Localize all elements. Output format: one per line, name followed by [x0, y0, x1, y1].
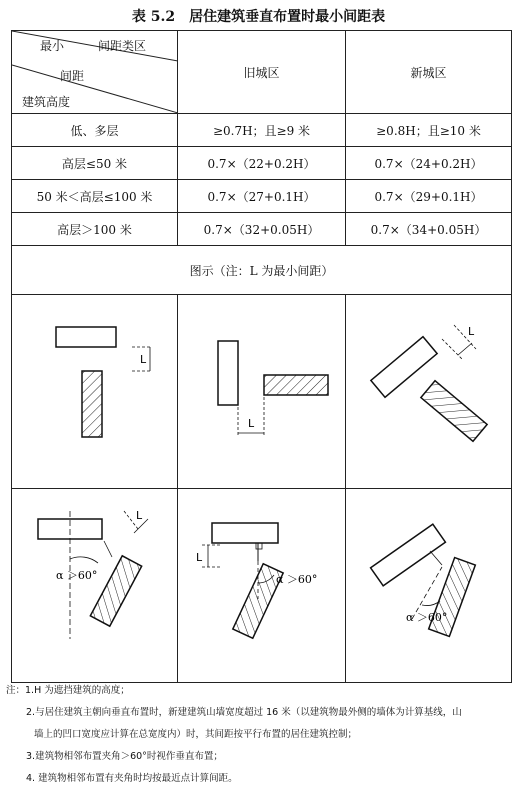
figure-4-diagram — [12, 489, 178, 682]
note-2: 2.与居住建筑主朝向垂直布置时，新建建筑山墙宽度超过 16 米（以建筑物最外侧的墙体为计算基线，山 — [26, 707, 462, 718]
note-1: 注：1.H 为遮挡建筑的高度； — [6, 685, 130, 696]
note-2-continued: 墙上的凹口宽度应计算在总宽度内）时，其间距按平行布置的居住建筑控制； — [34, 729, 358, 740]
L-label: L — [140, 353, 147, 366]
note-3: 3.建筑物相邻布置夹角＞60°时视作垂直布置； — [26, 751, 223, 762]
figure-2-diagram — [178, 295, 346, 488]
corner-label-bottom: 建筑高度 — [22, 95, 71, 109]
angle-label: α ＞60° — [276, 573, 318, 586]
corner-label-top-left: 最小 — [40, 39, 65, 53]
building-rect — [212, 523, 278, 543]
building-rect — [371, 337, 437, 398]
table-row — [12, 114, 512, 147]
row-new-value: 0.7×（24+0.2H） — [346, 147, 512, 180]
row-label: 高层≤50 米 — [12, 147, 178, 180]
figure-1-cell — [12, 295, 178, 489]
row-old-value: 0.7×（27+0.1H） — [178, 180, 346, 213]
table-row — [12, 213, 512, 246]
row-new-value: 0.7×（34+0.05H） — [346, 213, 512, 246]
figure-2-cell — [178, 295, 346, 489]
row-old-value: 0.7×（22+0.2H） — [178, 147, 346, 180]
table-row — [12, 180, 512, 213]
angle-label: α ＞60° — [406, 611, 448, 624]
row-new-value: 0.7×（29+0.1H） — [346, 180, 512, 213]
figure-4-cell — [12, 489, 178, 683]
figure-6-cell — [346, 489, 512, 683]
building-rect — [371, 524, 446, 586]
figure-caption: 图示（注：L 为最小间距） — [12, 246, 512, 295]
table-row — [12, 147, 512, 180]
row-old-value: ≥0.7H；且≥9 米 — [178, 114, 346, 147]
figure-5-diagram — [178, 489, 346, 682]
header-new-city: 新城区 — [346, 31, 512, 114]
row-old-value: 0.7×（32+0.05H） — [178, 213, 346, 246]
corner-header-cell — [12, 31, 178, 114]
corner-label-mid: 间距 — [60, 69, 85, 83]
row-new-value: ≥0.8H；且≥10 米 — [346, 114, 512, 147]
L-label: L — [196, 551, 203, 564]
angle-label: α ＞60° — [56, 569, 98, 582]
row-label: 高层＞100 米 — [12, 213, 178, 246]
row-label: 低、多层 — [12, 114, 178, 147]
note-4: 4. 建筑物相邻布置有夹角时均按最近点计算间距。 — [26, 773, 238, 784]
hatched-building — [90, 556, 141, 626]
figure-3-diagram — [346, 295, 512, 488]
L-label: L — [468, 325, 475, 338]
header-old-city: 旧城区 — [178, 31, 346, 114]
figure-3-cell — [346, 295, 512, 489]
notes-section — [6, 680, 516, 790]
row-label: 50 米＜高层≤100 米 — [12, 180, 178, 213]
figure-1-diagram — [12, 295, 178, 488]
building-rect — [56, 327, 116, 347]
hatched-building — [82, 371, 102, 437]
hatched-building — [264, 375, 328, 395]
figure-6-diagram — [346, 489, 512, 682]
corner-label-top-right: 间距类区 — [98, 39, 147, 53]
hatched-building — [421, 381, 487, 442]
hatched-building — [429, 558, 476, 637]
L-label: L — [248, 417, 255, 430]
figure-5-cell — [178, 489, 346, 683]
building-rect — [218, 341, 238, 405]
spacing-table — [11, 30, 512, 683]
table-title: 表 5.2 居住建筑垂直布置时最小间距表 — [131, 9, 386, 25]
L-label: L — [136, 509, 143, 522]
